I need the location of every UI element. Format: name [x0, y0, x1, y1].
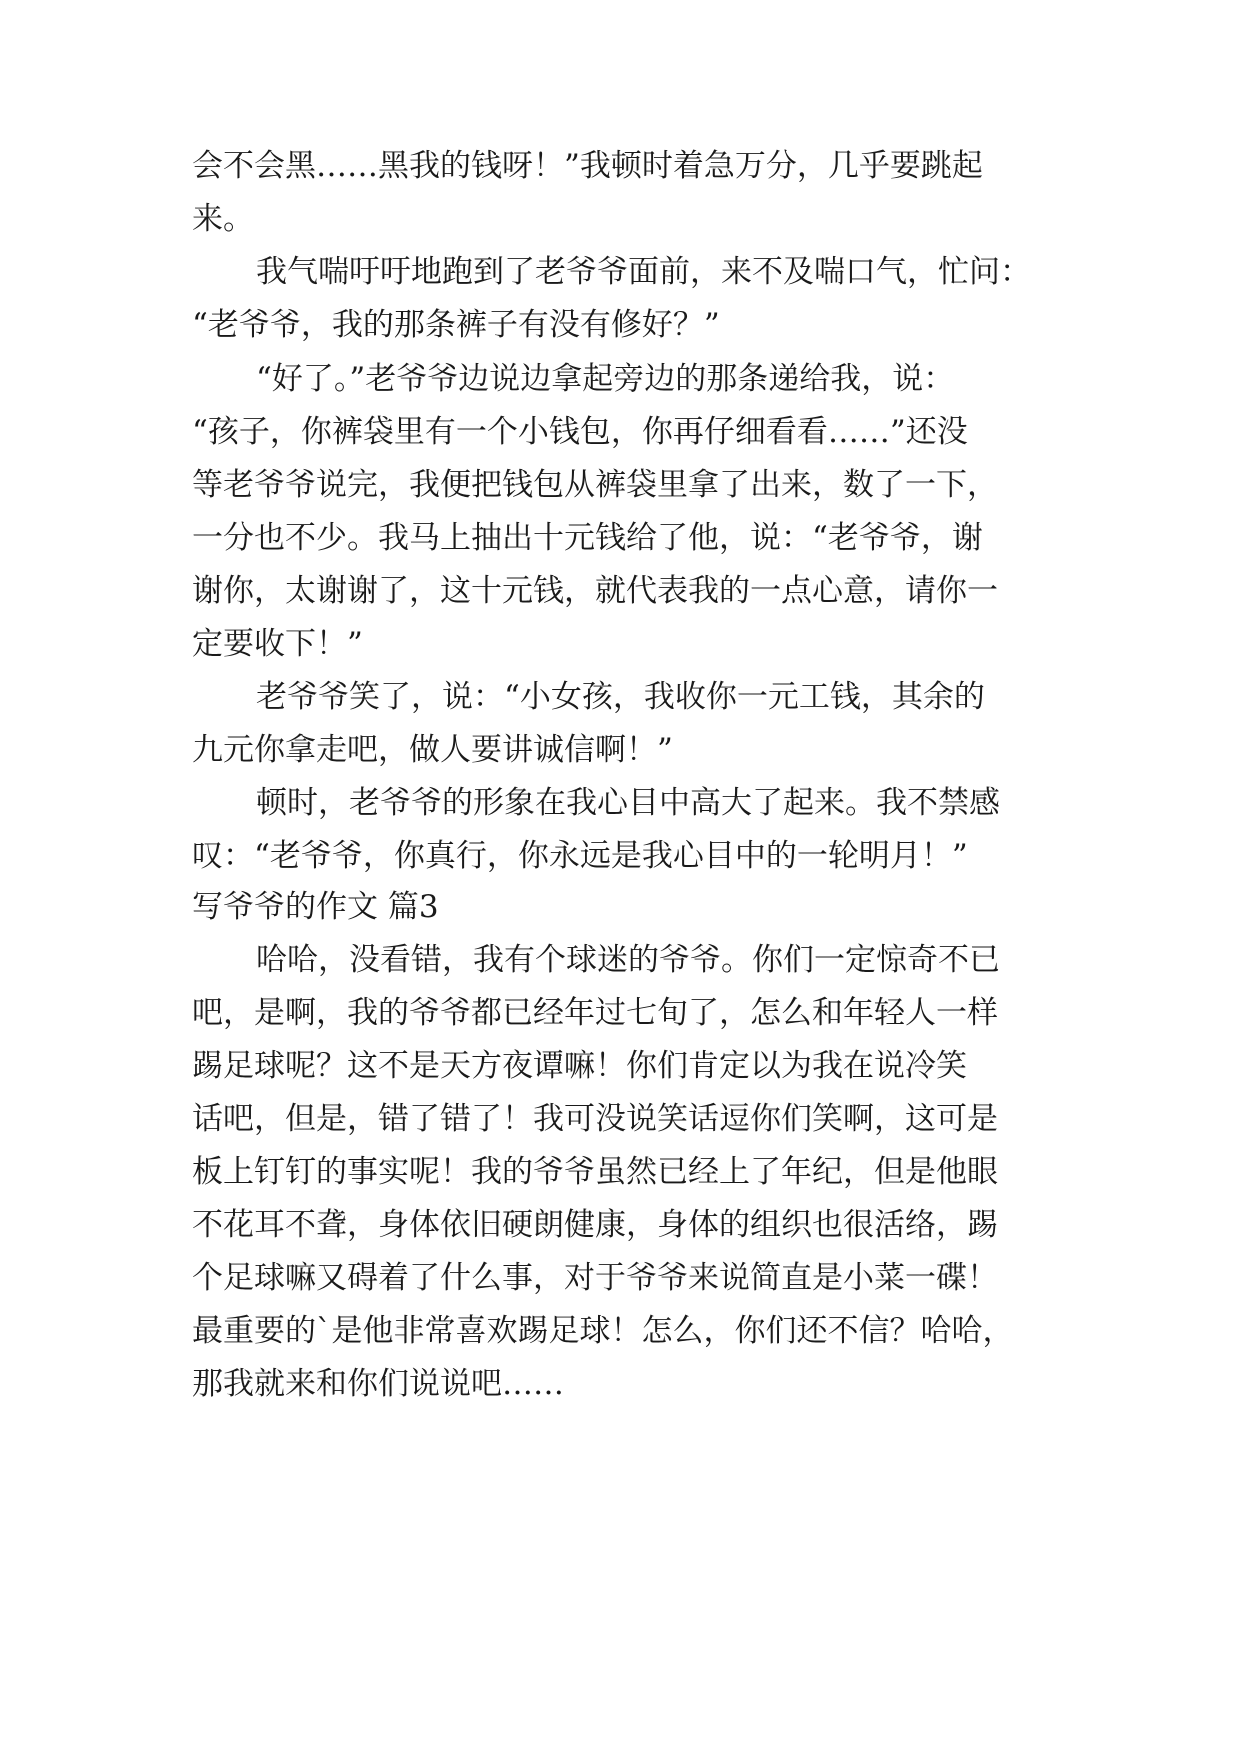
- text-line: 一分也不少。我马上抽出十元钱给了他，说：“老爷爷，谢: [192, 520, 983, 556]
- text-line: 踢足球呢？这不是天方夜谭嘛！你们肯定以为我在说冷笑: [192, 1048, 967, 1084]
- text-line: 等老爷爷说完，我便把钱包从裤袋里拿了出来，数了一下，: [192, 467, 998, 503]
- text-line: 叹：“老爷爷，你真行，你永远是我心目中的一轮明月！”: [192, 838, 968, 874]
- paragraph-start-line: 顿时，老爷爷的形象在我心目中高大了起来。我不禁感: [256, 785, 1000, 821]
- text-line: 板上钉钉的事实呢！我的爷爷虽然已经上了年纪，但是他眼: [192, 1154, 998, 1190]
- text-line: 谢你，太谢谢了，这十元钱，就代表我的一点心意，请你一: [192, 573, 998, 609]
- text-line: 会不会黑……黑我的钱呀！”我顿时着急万分，几乎要跳起: [192, 148, 983, 184]
- text-line: “老爷爷，我的那条裤子有没有修好？”: [192, 307, 720, 343]
- text-line: 话吧，但是，错了错了！我可没说笑话逗你们笑啊，这可是: [192, 1101, 998, 1137]
- text-line: 来。: [192, 201, 254, 237]
- text-line: 定要收下！”: [192, 626, 363, 662]
- text-line: “孩子，你裤袋里有一个小钱包，你再仔细看看……”还没: [192, 414, 968, 450]
- paragraph-start-line: 哈哈，没看错，我有个球迷的爷爷。你们一定惊奇不已: [256, 942, 1000, 978]
- text-line: 那我就来和你们说说吧……: [192, 1366, 564, 1402]
- text-line: 不花耳不聋，身体依旧硬朗健康，身体的组织也很活络，踢: [192, 1207, 998, 1243]
- paragraph-start-line: “好了。”老爷爷边说边拿起旁边的那条递给我，说：: [256, 361, 955, 397]
- text-line: 吧，是啊，我的爷爷都已经年过七旬了，怎么和年轻人一样: [192, 995, 998, 1031]
- paragraph-start-line: 我气喘吁吁地跑到了老爷爷面前，来不及喘口气，忙问：: [256, 254, 1031, 290]
- text-line: 个足球嘛又碍着了什么事，对于爷爷来说简直是小菜一碟！: [192, 1260, 998, 1296]
- text-line: 最重要的`是他非常喜欢踢足球！怎么，你们还不信？哈哈，: [192, 1313, 1014, 1349]
- paragraph-start-line: 老爷爷笑了，说：“小女孩，我收你一元工钱，其余的: [256, 679, 985, 715]
- text-line: 九元你拿走吧，做人要讲诚信啊！”: [192, 732, 673, 768]
- section-heading: 写爷爷的作文 篇3: [192, 889, 439, 925]
